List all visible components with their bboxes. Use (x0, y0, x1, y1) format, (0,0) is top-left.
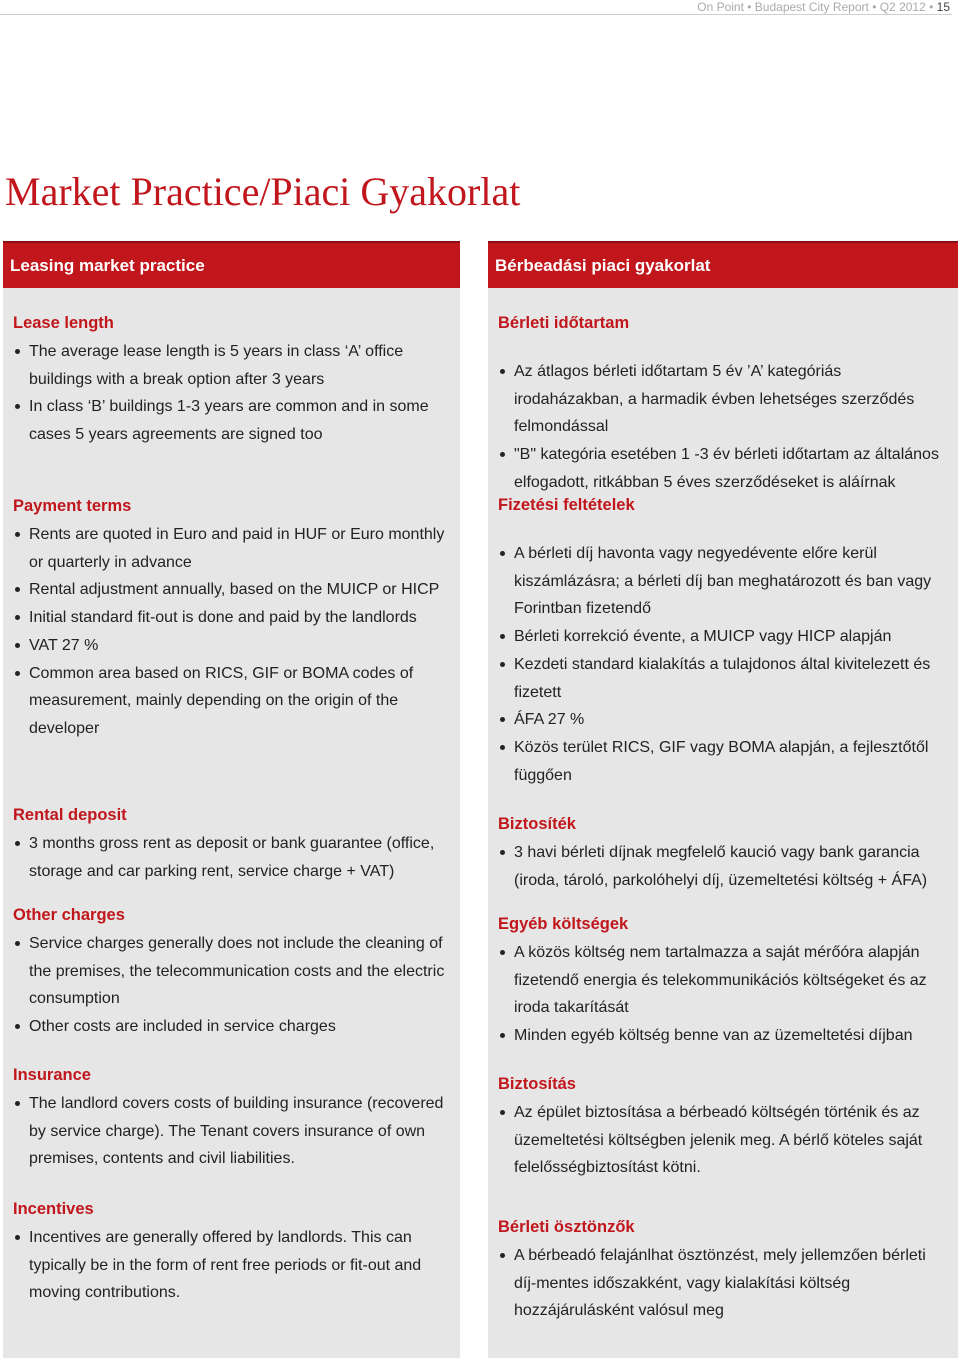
bullet-list (498, 939, 948, 1050)
bullet-list (13, 830, 450, 885)
page-title: Market Practice/Piaci Gyakorlat (5, 169, 521, 214)
list-item: A bérleti díj havonta vagy negyedévente előre kerül kiszámlázásra; a bérleti díj ban meghatározott és ban vagy Forintban fizetendő (498, 540, 948, 623)
bullet-list (13, 1224, 450, 1307)
section-title: Fizetési feltételek (498, 496, 635, 514)
section-berleti-idotartam (498, 311, 948, 497)
running-header (697, 0, 950, 14)
section-title: Biztosíték (498, 815, 576, 833)
bullet-list (498, 839, 948, 894)
list-item: The landlord covers costs of building insurance (recovered by service charge). The Tenant covers insurance of own premises, contents and civil liabilities. (13, 1090, 450, 1173)
list-item: Az épület biztosítása a bérbeadó költségén történik és az üzemeltetési költségben jelenik meg. A bérlő köteles saját felelősségbiztosítást kötni. (498, 1099, 948, 1182)
list-item: ÁFA 27 % (498, 706, 948, 734)
bullet-list (498, 358, 948, 497)
bullet-list (498, 1099, 948, 1182)
column-heading: Leasing market practice (3, 241, 460, 288)
list-item: VAT 27 % (13, 632, 450, 660)
section-title: Insurance (13, 1066, 91, 1084)
section-title: Bérleti ösztönzők (498, 1218, 635, 1236)
report-name: On Point • Budapest City Report • Q2 2012 • (697, 0, 934, 14)
list-item: Incentives are generally offered by landlords. This can typically be in the form of rent free periods or fit-out and moving contributions. (13, 1224, 450, 1307)
section-rental-deposit (13, 803, 450, 885)
section-incentives (13, 1197, 450, 1307)
bullet-list (13, 930, 450, 1041)
section-title: Biztosítás (498, 1075, 576, 1093)
bullet-list (498, 1242, 948, 1325)
section-title: Payment terms (13, 497, 132, 515)
header-rule (0, 14, 952, 15)
list-item: 3 months gross rent as deposit or bank guarantee (office, storage and car parking rent, service charge + VAT) (13, 830, 450, 885)
list-item: Bérleti korrekció évente, a MUICP vagy HICP alapján (498, 623, 948, 651)
section-biztositas (498, 1072, 948, 1182)
english-column (3, 241, 460, 1358)
list-item: Rents are quoted in Euro and paid in HUF or Euro monthly or quarterly in advance (13, 521, 450, 576)
list-item: Initial standard fit-out is done and paid by the landlords (13, 604, 450, 632)
column-heading: Bérbeadási piaci gyakorlat (488, 241, 958, 288)
list-item: Az átlagos bérleti időtartam 5 év ’A’ kategóriás irodaházakban, a harmadik évben lehetséges szerződés felmondással (498, 358, 948, 441)
list-item: Kezdeti standard kialakítás a tulajdonos által kivitelezett és fizetett (498, 651, 948, 706)
section-other-charges (13, 903, 450, 1041)
list-item: 3 havi bérleti díjnak megfelelő kaució vagy bank garancia (iroda, tároló, parkolóhelyi díj, üzemeltetési költség + ÁFA) (498, 839, 948, 894)
bullet-list (498, 540, 948, 789)
bullet-list (13, 521, 450, 743)
list-item: In class ‘B’ buildings 1-3 years are common and in some cases 5 years agreements are signed too (13, 393, 450, 448)
section-payment-terms (13, 494, 450, 743)
page-number: 15 (936, 0, 950, 14)
section-biztositek (498, 812, 948, 894)
section-title: Rental deposit (13, 806, 127, 824)
section-egyeb-koltsegek (498, 912, 948, 1050)
section-fizetesi-feltetelek (498, 493, 948, 789)
section-title: Egyéb költségek (498, 915, 629, 933)
list-item: The average lease length is 5 years in class ‘A’ office buildings with a break option after 3 years (13, 338, 450, 393)
section-lease-length (13, 311, 450, 449)
list-item: A közös költség nem tartalmazza a saját mérőóra alapján fizetendő energia és telekommunikációs költségeket és az iroda takarítását (498, 939, 948, 1022)
hungarian-column (488, 241, 958, 1358)
list-item: "B" kategória esetében 1 -3 év bérleti időtartam az általános elfogadott, ritkábban 5 éves szerződéseket is aláírnak (498, 441, 948, 496)
section-title: Bérleti időtartam (498, 314, 630, 332)
section-berleti-osztonzok (498, 1215, 948, 1325)
list-item: Minden egyéb költség benne van az üzemeltetési díjban (498, 1022, 948, 1050)
list-item: Other costs are included in service charges (13, 1013, 450, 1041)
list-item: Service charges generally does not include the cleaning of the premises, the telecommunication costs and the electric consumption (13, 930, 450, 1013)
bullet-list (13, 1090, 450, 1173)
section-title: Lease length (13, 314, 114, 332)
section-title: Other charges (13, 906, 125, 924)
section-insurance (13, 1063, 450, 1173)
bullet-list (13, 338, 450, 449)
list-item: Közös terület RICS, GIF vagy BOMA alapján, a fejlesztőtől függően (498, 734, 948, 789)
list-item: Rental adjustment annually, based on the MUICP or HICP (13, 576, 450, 604)
list-item: Common area based on RICS, GIF or BOMA codes of measurement, mainly depending on the origin of the developer (13, 660, 450, 743)
section-title: Incentives (13, 1200, 94, 1218)
list-item: A bérbeadó felajánlhat ösztönzést, mely jellemzően bérleti díj-mentes időszakként, vagy kialakítási költség hozzájárulásként valósul meg (498, 1242, 948, 1325)
